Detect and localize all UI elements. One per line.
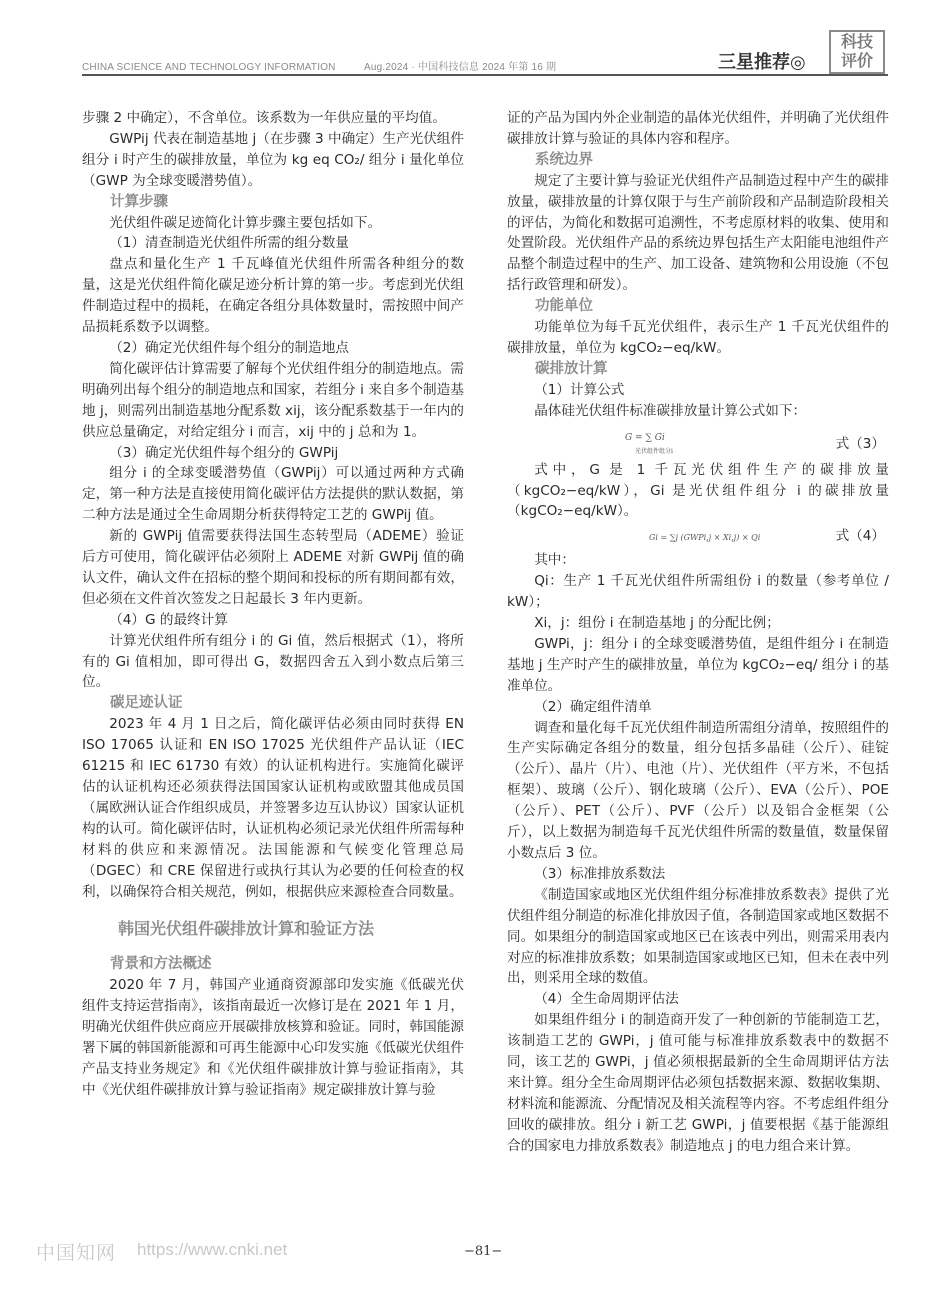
paragraph: 《制造国家或地区光伏组件组分标准排放系数表》提供了光伏组件组分制造的标准化排放因子值，各制造国家或地区数据不同。如果组分的制造国家或地区已在该表中列出，则需采用表内对应的标准排放系数；如果制造国家或地区已知，但未在表中列出，则采用全球的数值。 (507, 886, 889, 987)
step-heading: （1）清查制造光伏组件所需的组分数量 (109, 235, 349, 252)
paragraph: 规定了主要计算与验证光伏组件产品制造过程中产生的碳排放量，碳排放量的计算仅限于与生产前阶段和产品制造阶段相关的评估，为简化和数据可追溯性，不考虑原材料的收集、使用和处置阶段。光伏组件产品的系统边界包括生产太阳能电池组件产品整个制造过程中的生产、加工设备、建筑物和公用设施（不包括行政管理和研发）。 (507, 172, 889, 294)
paragraph: 式中，G 是 1 千瓦光伏组件生产的碳排放量（kgCO₂−eq/kW），Gi 是光伏组件组分 i 的碳排放量（kgCO₂−eq/kW）。 (507, 461, 889, 520)
right-column (507, 108, 889, 1157)
formula-3 (507, 422, 889, 460)
step-heading: （4）G 的最终计算 (109, 611, 228, 628)
left-column (82, 108, 464, 1101)
formula-3-label: 式（3） (835, 435, 885, 452)
paragraph: 简化碳评估计算需要了解每个光伏组件组分的制造地点。需明确列出每个组分的制造地点和国家，若组分 i 来自多个制造基地 j，则需列出制造基地分配系数 xij，该分配系数基于一年内的供应总量确定，对给定组分 i 而言，xij 中的 j 总和为 1。 (82, 360, 464, 440)
step-heading: （1）计算公式 (534, 381, 625, 398)
paragraph: 盘点和量化生产 1 千瓦峰值光伏组件所需各种组分的数量，这是光伏组件简化碳足迹分析计算的第一步。考虑到光伏组件制造过程中的损耗，在确定各组分具体数量时，需按照中间产品损耗系数予以调整。 (82, 256, 464, 336)
issue-info: Aug.2024 · 中国科技信息 2024 年第 16 期 (364, 62, 557, 73)
paragraph: 光伏组件碳足迹简化计算步骤主要包括如下。 (109, 214, 382, 231)
journal-name-en: CHINA SCIENCE AND TECHNOLOGY INFORMATION (82, 62, 336, 73)
badge-line-1: 科技 (840, 32, 873, 51)
paragraph: 计算光伏组件所有组分 i 的 Gi 值，然后根据式（1），将所有的 Gi 值相加，即可得出 G，数据四舍五入到小数点后第三位。 (82, 632, 464, 691)
step-heading: （2）确定光伏组件每个组分的制造地点 (109, 339, 349, 356)
paragraph: Xi，j：组份 i 在制造基地 j 的分配比例； (534, 615, 780, 632)
recommend-label: 三星推荐◎ (718, 52, 806, 73)
section-heading: 碳排放计算 (535, 360, 608, 377)
formula-3-expression: G = ∑ Gi (625, 432, 665, 443)
paragraph: 晶体硅光伏组件标准碳排放量计算公式如下： (534, 402, 807, 419)
header-divider (82, 74, 888, 76)
paragraph: 组分 i 的全球变暖潜势值（GWPij）可以通过两种方式确定，第一种方法是直接使用简化碳评估方法提供的默认数据，第二种方法是通过全生命周期分析获得特定工艺的 GWPij 值。 (82, 465, 464, 524)
paragraph: 新的 GWPij 值需要获得法国生态转型局（ADEME）验证后方可使用，简化碳评估必须附上 ADEME 对新 GWPij 值的确认文件，确认文件在招标的整个期间和投标的所有期间都有效，但必须在文件首次签发之日起最长 3 年内更新。 (82, 528, 464, 607)
step-heading: （3）确定光伏组件每个组分的 GWPij (109, 444, 339, 461)
step-heading: （4）全生命周期评估法 (534, 991, 679, 1008)
paragraph: 2023 年 4 月 1 日之后，简化碳评估必须由同时获得 EN ISO 17065 认证和 EN ISO 17025 光伏组件产品认证（IEC 61215 和 IEC 61730 有效）的认证机构进行。实施简化碳评估的认证机构还必须获得法国国家认证机构或欧盟其他成员国（属欧洲认证合作组织成员，并签署多边互认协议）国家认证机构的认可。简化碳评估时，认证机构必须记录光伏组件所需每种材料的供应和来源情况。法国能源和气候变化管理总局（DGEC）和 CRE 保留进行或执行其认为必要的任何检查的权利，以确保符合相关规范，例如，根据供应来源检查合同数量。 (82, 716, 464, 900)
paragraph: GWPij 代表在制造基地 j（在步骤 3 中确定）生产光伏组件组分 i 时产生的碳排放量，单位为 kg eq CO₂/ 组分 i 量化单位（GWP 为全球变暖潜势值）。 (82, 130, 464, 189)
badge-line-2: 评价 (840, 51, 873, 70)
formula-4-label: 式（4） (835, 528, 885, 545)
page-number: −81− (464, 1244, 503, 1259)
paragraph: 如果组件组分 i 的制造商开发了一种创新的节能制造工艺，该制造工艺的 GWPi，j 值可能与标准排放系数表中的数据不同，该工艺的 GWPi，j 值必须根据最新的全生命周期评估方法来计算。组分全生命周期评估必须包括数据来源、数据收集期、材料流和能源流、分配情况及相关流程等内容。不考虑组件组分回收的碳排放。组分 i 新工艺 GWPi，j 值要根据《基于能源组合的国家电力排放系数表》制造地点 j 的电力组合来计算。 (507, 1012, 889, 1154)
paragraph: 2020 年 7 月，韩国产业通商资源部印发实施《低碳光伏组件支持运营指南》，该指南最近一次修订是在 2021 年 1 月，明确光伏组件供应商应开展碳排放核算和验证。同时，韩国能源署下属的韩国新能源和可再生能源中心印发实施《低碳光伏组件产品支持业务规定》和《光伏组件碳排放计算与验证指南》，其中《光伏组件碳排放计算与验证指南》规定碳排放计算与验 (82, 977, 464, 1098)
paragraph: 证的产品为国内外企业制造的晶体光伏组件，并明确了光伏组件碳排放计算与验证的具体内容和程序。 (507, 110, 889, 147)
journal-info (82, 58, 582, 73)
cnki-logo: 中国知网 (36, 1242, 117, 1264)
section-heading: 系统边界 (535, 151, 593, 168)
section-heading: 计算步骤 (110, 193, 168, 210)
cnki-url[interactable]: https://www.cnki.net (137, 1240, 288, 1259)
chapter-heading: 韩国光伏组件碳排放计算和验证方法 (118, 919, 375, 939)
paragraph: 步骤 2 中确定），不含单位。该系数为一年供应量的平均值。 (82, 110, 446, 126)
paragraph: 其中： (534, 552, 575, 569)
paragraph: 调查和量化每千瓦光伏组件制造所需组分清单，按照组件的生产实际确定各组分的数量，组分包括多晶硅（公斤）、硅锭（公斤）、晶片（片）、电池（片）、光伏组件（平方米，不包括框架）、玻璃（公斤）、钢化玻璃（公斤）、EVA（公斤）、POE（公斤）、PET（公斤）、PVF（公斤）以及铝合金框架（公斤），以上数据为制造每千瓦光伏组件所需的数量值，数量保留小数点后 3 位。 (507, 719, 889, 861)
paragraph: GWPi，j：组分 i 的全球变暖潜势值，是组件组分 i 在制造基地 j 生产时产生的碳排放量，单位为 kgCO₂−eq/ 组分 i 的基准单位。 (507, 635, 889, 694)
section-badge (829, 30, 885, 74)
section-heading: 背景和方法概述 (110, 956, 212, 973)
page-header (82, 28, 888, 72)
section-heading: 功能单位 (535, 298, 593, 315)
section-heading: 碳足迹认证 (110, 695, 183, 712)
paragraph: Qi：生产 1 千瓦光伏组件所需组份 i 的数量（参考单位 / kW）； (507, 573, 889, 611)
step-heading: （2）确定组件清单 (534, 698, 652, 715)
paragraph: 功能单位为每千瓦光伏组件，表示生产 1 千瓦光伏组件的碳排放量，单位为 kgCO₂−eq/kW。 (507, 319, 889, 356)
formula-3-subscript: 光伏组件组分i (635, 447, 673, 455)
formula-4 (507, 522, 889, 550)
formula-4-expression: Gi = ∑j (GWPi,j × Xi,j) × Qi (649, 533, 761, 543)
step-heading: （3）标准排放系数法 (534, 865, 666, 882)
